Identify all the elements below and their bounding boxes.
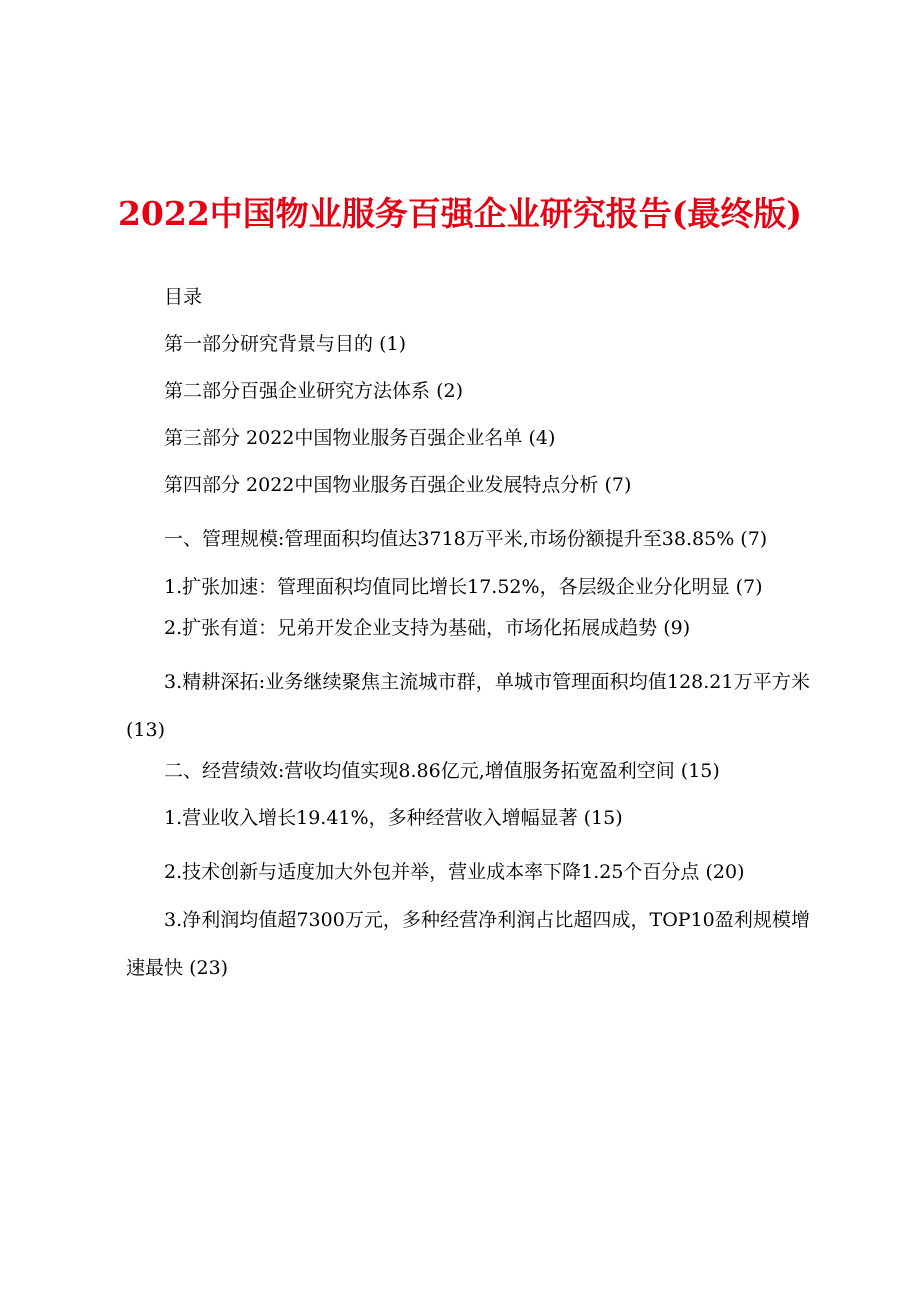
- toc-entry: [126, 611, 810, 646]
- toc-entry-page: (2): [436, 380, 463, 402]
- toc-entry-page: (23): [189, 957, 229, 979]
- toc-entry: [126, 754, 810, 789]
- toc-entry: [126, 515, 810, 563]
- toc-entry-page: (7): [604, 474, 632, 496]
- toc-entry: [126, 896, 810, 992]
- toc-entry-text: 第二部分百强企业研究方法体系: [164, 380, 431, 402]
- toc-entry-text: 一、管理规模:管理面积均值达3718万平米,市场份额提升至38.85%: [164, 528, 735, 550]
- toc-entry-page: (15): [680, 760, 720, 782]
- toc-entry: [126, 801, 810, 836]
- toc-heading: 目录: [164, 286, 203, 308]
- document-title: 2022中国物业服务百强企业研究报告(最终版): [117, 194, 803, 233]
- toc-entry-text: 1.扩张加速：管理面积均值同比增长17.52%，各层级企业分化明显: [164, 576, 730, 598]
- toc-entry-page: (7): [735, 576, 763, 598]
- toc-entry-page: (4): [528, 427, 556, 449]
- toc-entry-text: 第三部分 2022中国物业服务百强企业名单: [164, 427, 523, 449]
- toc-entry-page: (1): [379, 333, 406, 355]
- toc-entry: [126, 421, 810, 456]
- toc-entry: [126, 374, 810, 409]
- toc-entry-page: (13): [126, 719, 166, 741]
- toc-entry: [126, 658, 810, 754]
- toc-entry: [126, 327, 810, 362]
- toc-entry-page: (7): [740, 528, 768, 550]
- toc-entry-text: 3.精耕深拓:业务继续聚焦主流城市群，单城市管理面积均值128.21万平方米: [164, 671, 810, 693]
- table-of-contents: [126, 280, 810, 992]
- toc-entry-text: 2.扩张有道：兄弟开发企业支持为基础，市场化拓展成趋势: [164, 617, 658, 639]
- toc-entry-page: (15): [583, 807, 623, 829]
- toc-entry-page: (9): [663, 617, 691, 639]
- toc-entry-text: 第一部分研究背景与目的: [164, 333, 374, 355]
- toc-entry-text: 第四部分 2022中国物业服务百强企业发展特点分析: [164, 474, 599, 496]
- toc-entry-text: 2.技术创新与适度加大外包并举，营业成本率下降1.25个百分点: [164, 861, 700, 883]
- toc-entry-text: 二、经营绩效:营收均值实现8.86亿元,增值服务拓宽盈利空间: [164, 760, 675, 782]
- toc-entry-text: 3.净利润均值超7300万元，多种经营净利润占比超四成，TOP10盈利规模增速最快: [126, 909, 810, 979]
- toc-entry-text: 1.营业收入增长19.41%，多种经营收入增幅显著: [164, 807, 578, 829]
- toc-entry: [126, 563, 810, 611]
- toc-entry: [126, 468, 810, 503]
- toc-entry: [126, 848, 810, 896]
- toc-entry-page: (20): [705, 861, 745, 883]
